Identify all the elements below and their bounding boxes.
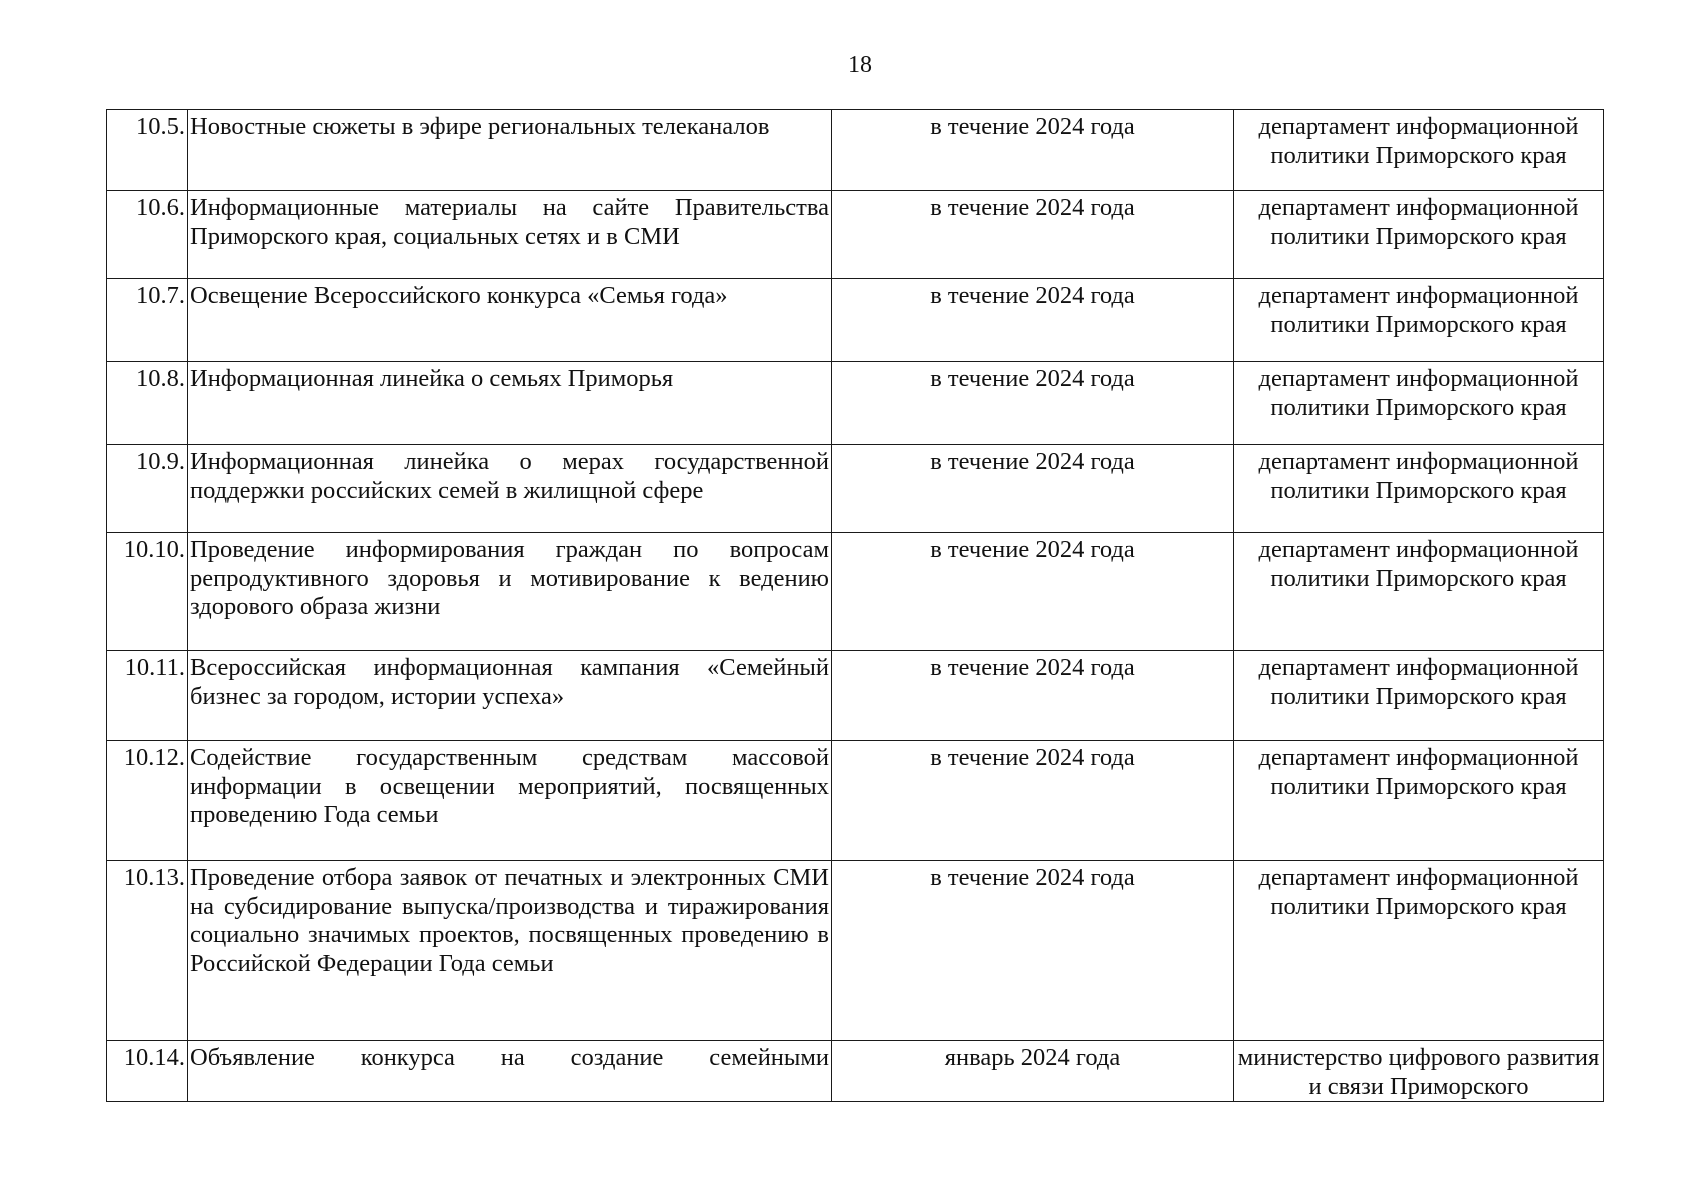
event-name: Новостные сюжеты в эфире региональных телеканалов (188, 110, 832, 191)
row-number: 10.12. (107, 741, 188, 861)
event-responsible: департамент информационной политики Приморского края (1234, 861, 1604, 1041)
table-row (107, 279, 1604, 362)
row-number: 10.13. (107, 861, 188, 1041)
event-responsible: департамент информационной политики Приморского края (1234, 191, 1604, 279)
event-term: в течение 2024 года (832, 279, 1234, 362)
event-name: Освещение Всероссийского конкурса «Семья года» (188, 279, 832, 362)
event-name: Всероссийская информационная кампания «Семейный бизнес за городом, истории успеха» (188, 651, 832, 741)
event-name: Проведение информирования граждан по вопросам репродуктивного здоровья и мотивирование к ведению здорового образа жизни (188, 533, 832, 651)
row-number: 10.14. (107, 1041, 188, 1102)
row-number: 10.10. (107, 533, 188, 651)
events-table (106, 109, 1604, 1102)
event-responsible: департамент информационной политики Приморского края (1234, 110, 1604, 191)
event-responsible: департамент информационной политики Приморского края (1234, 651, 1604, 741)
table-row (107, 651, 1604, 741)
table-row (107, 445, 1604, 533)
row-number: 10.6. (107, 191, 188, 279)
table-row (107, 741, 1604, 861)
row-number: 10.8. (107, 362, 188, 445)
event-responsible: департамент информационной политики Приморского края (1234, 741, 1604, 861)
event-name: Проведение отбора заявок от печатных и электронных СМИ на субсидирование выпуска/производства и тиражирования социально значимых проектов, посвященных проведению в Российской Федерации Года семьи (188, 861, 832, 1041)
event-name: Информационная линейка о мерах государственной поддержки российских семей в жилищной сфере (188, 445, 832, 533)
row-number: 10.5. (107, 110, 188, 191)
row-number: 10.7. (107, 279, 188, 362)
event-term: в течение 2024 года (832, 651, 1234, 741)
event-term: в течение 2024 года (832, 861, 1234, 1041)
event-responsible: министерство цифрового развития и связи Приморского (1234, 1041, 1604, 1102)
table-row (107, 533, 1604, 651)
event-term: в течение 2024 года (832, 741, 1234, 861)
table-row (107, 861, 1604, 1041)
event-responsible: департамент информационной политики Приморского края (1234, 445, 1604, 533)
table-row (107, 1041, 1604, 1102)
event-responsible: департамент информационной политики Приморского края (1234, 279, 1604, 362)
row-number: 10.11. (107, 651, 188, 741)
table-row (107, 362, 1604, 445)
event-name: Информационная линейка о семьях Приморья (188, 362, 832, 445)
event-responsible: департамент информационной политики Приморского края (1234, 362, 1604, 445)
table-row (107, 110, 1604, 191)
row-number: 10.9. (107, 445, 188, 533)
table-row (107, 191, 1604, 279)
event-name: Содействие государственным средствам массовой информации в освещении мероприятий, посвященных проведению Года семьи (188, 741, 832, 861)
event-term: в течение 2024 года (832, 110, 1234, 191)
event-name: Объявление конкурса на создание семейными (188, 1041, 832, 1102)
event-term: в течение 2024 года (832, 533, 1234, 651)
event-term: январь 2024 года (832, 1041, 1234, 1102)
event-term: в течение 2024 года (832, 362, 1234, 445)
event-term: в течение 2024 года (832, 191, 1234, 279)
page-number: 18 (848, 52, 872, 78)
event-term: в течение 2024 года (832, 445, 1234, 533)
event-responsible: департамент информационной политики Приморского края (1234, 533, 1604, 651)
event-name: Информационные материалы на сайте Правительства Приморского края, социальных сетях и в СМИ (188, 191, 832, 279)
